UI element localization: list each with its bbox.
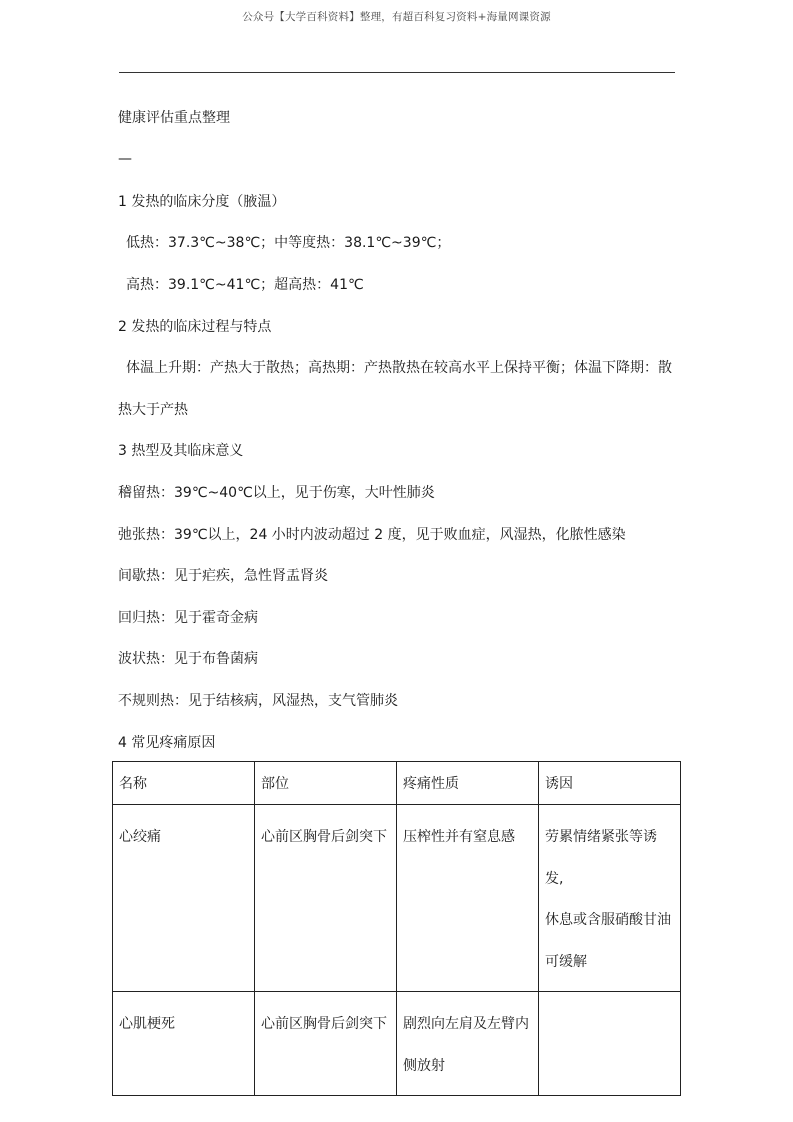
table-cell xyxy=(539,805,681,992)
cell-text: 侧放射 xyxy=(403,1057,445,1074)
table-header-cell: 名称 xyxy=(113,762,255,805)
table-row xyxy=(113,805,681,992)
cell-text: 心绞痛 xyxy=(119,829,161,845)
cell-text: 剧烈向左肩及左臂内 xyxy=(403,1016,529,1032)
section-heading-fever-grade: 1 发热的临床分度（腋温） xyxy=(118,194,286,210)
fever-grade-line-1: 低热：37.3℃~38℃；中等度热：38.1℃~39℃； xyxy=(126,235,451,251)
fever-type-item: 不规则热：见于结核病，风湿热，支气管肺炎 xyxy=(118,693,398,709)
fever-type-item: 稽留热：39℃~40℃以上，见于伤寒，大叶性肺炎 xyxy=(118,485,435,501)
table-cell xyxy=(113,992,255,1096)
header-divider xyxy=(119,72,675,73)
table-header-cell: 部位 xyxy=(255,762,397,805)
table-header-cell: 疼痛性质 xyxy=(397,762,539,805)
document-title: 健康评估重点整理 xyxy=(118,110,230,126)
section-heading-pain-causes: 4 常见疼痛原因 xyxy=(118,735,216,751)
cell-text: 心肌梗死 xyxy=(119,1016,175,1032)
cell-text: 休息或含服硝酸甘油 xyxy=(545,912,671,928)
fever-type-item: 回归热：见于霍奇金病 xyxy=(118,610,258,626)
fever-process-line-1: 体温上升期：产热大于散热；高热期：产热散热在较高水平上保持平衡；体温下降期：散 xyxy=(126,360,672,376)
cell-text: 心前区胸骨后剑突下 xyxy=(261,1016,387,1032)
cell-text: 压榨性并有窒息感 xyxy=(403,829,515,845)
cell-text: 可缓解 xyxy=(545,953,587,970)
table-cell xyxy=(255,805,397,992)
table-cell xyxy=(397,992,539,1096)
fever-type-item: 间歇热：见于疟疾，急性肾盂肾炎 xyxy=(118,568,328,584)
table-cell xyxy=(539,992,681,1096)
pain-causes-table xyxy=(112,761,681,1096)
table-header-cell: 诱因 xyxy=(539,762,681,805)
fever-grade-line-2: 高热：39.1℃~41℃；超高热：41℃ xyxy=(126,277,364,293)
section-heading-fever-process: 2 发热的临床过程与特点 xyxy=(118,319,272,335)
table-header-row xyxy=(113,762,681,805)
section-heading-fever-types: 3 热型及其临床意义 xyxy=(118,443,244,459)
table-cell xyxy=(255,992,397,1096)
fever-process-line-2: 热大于产热 xyxy=(118,402,188,418)
page-header: 公众号【大学百科资料】整理，有超百科复习资料+海量网课资源 xyxy=(242,11,551,23)
cell-text: 劳累情绪紧张等诱发, xyxy=(545,829,657,887)
fever-type-item: 弛张热：39℃以上，24 小时内波动超过 2 度，见于败血症，风湿热，化脓性感染 xyxy=(118,527,626,543)
table-row xyxy=(113,992,681,1096)
fever-type-item: 波状热：见于布鲁菌病 xyxy=(118,651,258,667)
table-cell xyxy=(113,805,255,992)
title-dash: — xyxy=(118,151,132,167)
cell-text: 心前区胸骨后剑突下 xyxy=(261,829,387,845)
table-cell xyxy=(397,805,539,992)
